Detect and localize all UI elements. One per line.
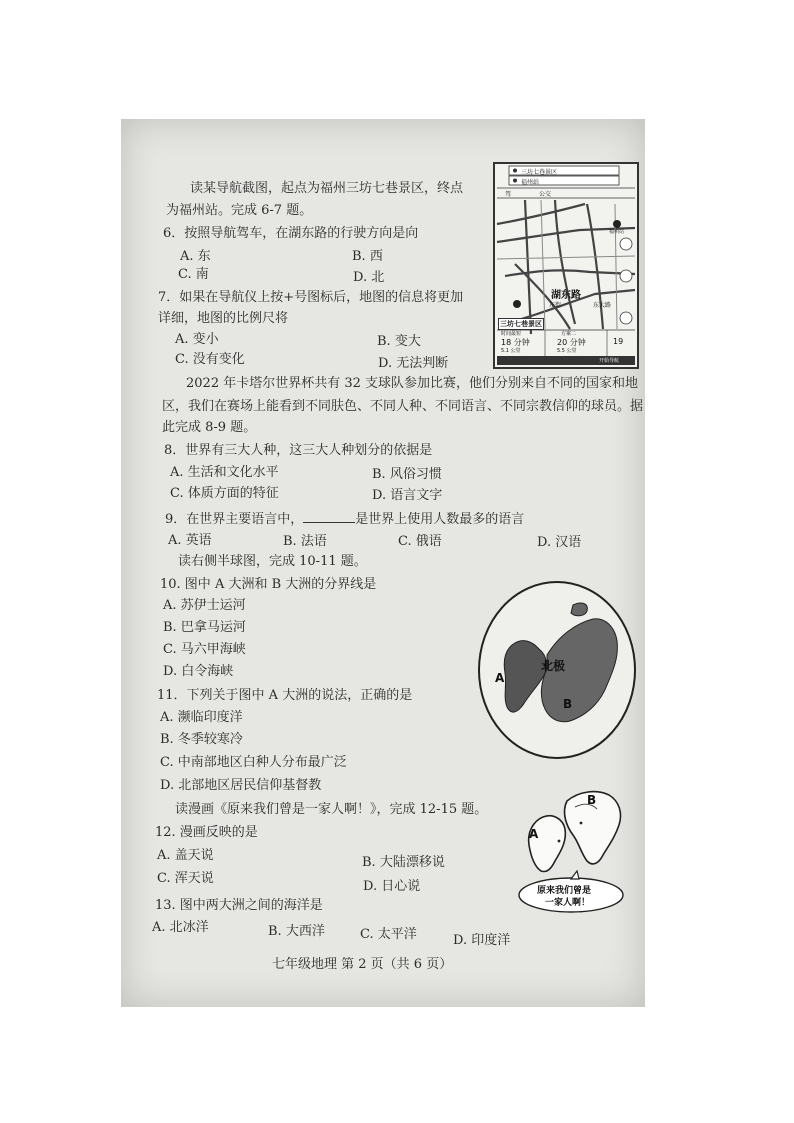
globe-label-north-pole: 北极 (541, 659, 566, 673)
nav-road-east2: 东大路 (593, 302, 612, 309)
q8-option-a[interactable]: A. 生活和文化水平 (170, 465, 279, 480)
q7-option-a[interactable]: A. 变小 (175, 332, 219, 347)
q7-option-d[interactable]: D. 无法判断 (378, 356, 449, 371)
q11-stem: 11．下列关于图中 A 大洲的说法，正确的是 (157, 688, 413, 703)
q8-option-d[interactable]: D. 语言文字 (372, 488, 443, 503)
q7-stem-line1: 7．如果在导航仪上按+号图标后，地图的信息将更加 (158, 290, 464, 305)
q10-stem: 10. 图中 A 大洲和 B 大洲的分界线是 (160, 577, 377, 592)
q6-option-b[interactable]: B. 西 (352, 249, 383, 264)
globe-label-b: B (563, 697, 573, 711)
q11-option-a[interactable]: A. 濒临印度洋 (160, 710, 243, 725)
q10-option-b[interactable]: B. 巴拿马运河 (163, 620, 246, 635)
q12-option-a[interactable]: A. 盖天说 (157, 848, 214, 863)
page-footer: 七年级地理 第 2 页（共 6 页） (272, 957, 453, 972)
q6-option-c[interactable]: C. 南 (178, 267, 209, 282)
intro-6-7-line2: 为福州站。完成 6-7 题。 (166, 203, 313, 218)
q6-stem: 6．按照导航驾车，在湖东路的行驶方向是向 (163, 226, 419, 241)
hemisphere-map-figure (477, 575, 637, 760)
q9-option-b[interactable]: B. 法语 (283, 534, 327, 549)
nav-route2-title[interactable]: 方案二 (561, 331, 577, 337)
q10-option-a[interactable]: A. 苏伊士运河 (163, 598, 246, 613)
cartoon-label-a: A (529, 827, 539, 841)
q7-stem-line2: 详细，地图的比例尺将 (158, 311, 289, 326)
q11-option-b[interactable]: B. 冬季较寒冷 (160, 732, 243, 747)
q13-option-c[interactable]: C. 太平洋 (360, 927, 417, 942)
q9-option-c[interactable]: C. 俄语 (398, 534, 442, 549)
nav-end-field[interactable]: 福州站 (521, 179, 540, 186)
globe-label-a: A (495, 671, 505, 685)
nav-route1-title[interactable]: 时间最短 (501, 331, 522, 337)
q10-option-c[interactable]: C. 马六甲海峡 (163, 642, 246, 657)
nav-mode-bus[interactable]: 公交 (539, 191, 552, 198)
q9-answer-blank[interactable] (303, 510, 355, 523)
q8-stem: 8．世界有三大人种，这三大人种划分的依据是 (164, 443, 433, 458)
intro-8-9-line3: 此完成 8-9 题。 (162, 420, 257, 435)
q9-option-d[interactable]: D. 汉语 (537, 535, 582, 550)
q9-stem-post: 是世界上使用人数最多的语言 (355, 512, 525, 527)
q13-option-b[interactable]: B. 大西洋 (268, 924, 325, 939)
intro-12-15: 读漫画《原来我们曾是一家人啊！》，完成 12-15 题。 (175, 802, 488, 817)
nav-start-field[interactable]: 三坊七巷景区 (521, 169, 558, 176)
cartoon-label-b: B (587, 793, 597, 807)
nav-route1-dist: 5.1 公里 (501, 348, 521, 354)
cartoon-figure (515, 787, 630, 915)
nav-road-label: 湖东路 (551, 290, 581, 301)
q10-option-d[interactable]: D. 白令海峡 (163, 664, 234, 679)
q7-option-c[interactable]: C. 没有变化 (175, 352, 245, 367)
intro-8-9-line2: 区，我们在赛场上能看到不同肤色、不同人种、不同语言、不同宗教信仰的球员。据 (162, 399, 644, 414)
q11-option-d[interactable]: D. 北部地区居民信仰基督教 (160, 778, 322, 793)
cartoon-bubble-line1: 原来我们曾是 (537, 886, 592, 896)
nav-route2-time[interactable]: 20 分钟 (557, 338, 586, 347)
nav-route3-time[interactable]: 19 (613, 337, 624, 346)
q12-option-b[interactable]: B. 大陆漂移说 (362, 855, 445, 870)
q8-option-c[interactable]: C. 体质方面的特征 (170, 486, 279, 501)
q12-option-d[interactable]: D. 日心说 (363, 879, 421, 894)
q13-option-a[interactable]: A. 北冰洋 (152, 920, 209, 935)
intro-8-9-line1: 2022 年卡塔尔世界杯共有 32 支球队参加比赛，他们分别来自不同的国家和地 (186, 376, 639, 391)
q11-option-c[interactable]: C. 中南部地区白种人分布最广泛 (160, 755, 347, 770)
q9-stem-pre: 9．在世界主要语言中， (165, 512, 304, 527)
q12-option-c[interactable]: C. 浑天说 (157, 871, 214, 886)
q9-stem (165, 510, 524, 528)
q6-option-d[interactable]: D. 北 (353, 270, 385, 285)
q12-stem: 12. 漫画反映的是 (155, 825, 258, 840)
navigation-map-figure (493, 162, 639, 369)
q7-option-b[interactable]: B. 变大 (377, 334, 421, 349)
q9-option-a[interactable]: A. 英语 (168, 533, 212, 548)
q13-stem: 13. 图中两大洲之间的海洋是 (155, 898, 323, 913)
q13-option-d[interactable]: D. 印度洋 (453, 933, 511, 948)
intro-10-11: 读右侧半球图，完成 10-11 题。 (178, 554, 367, 569)
nav-start-label: 三坊七巷景区 (500, 320, 542, 328)
cartoon-bubble-line2: 一家人啊！ (545, 898, 591, 908)
nav-route2-dist: 5.5 公里 (557, 348, 577, 354)
q6-option-a[interactable]: A. 东 (180, 249, 211, 264)
q8-option-b[interactable]: B. 风俗习惯 (372, 467, 442, 482)
nav-end-label: 福州站 (609, 229, 625, 235)
nav-mode-car[interactable]: 驾 (505, 191, 512, 198)
nav-road-east: 东街 (549, 302, 562, 309)
nav-start-button[interactable]: 开始导航 (599, 358, 620, 364)
nav-route1-time[interactable]: 18 分钟 (501, 338, 530, 347)
intro-6-7-line1: 读某导航截图，起点为福州三坊七巷景区，终点 (190, 181, 464, 196)
